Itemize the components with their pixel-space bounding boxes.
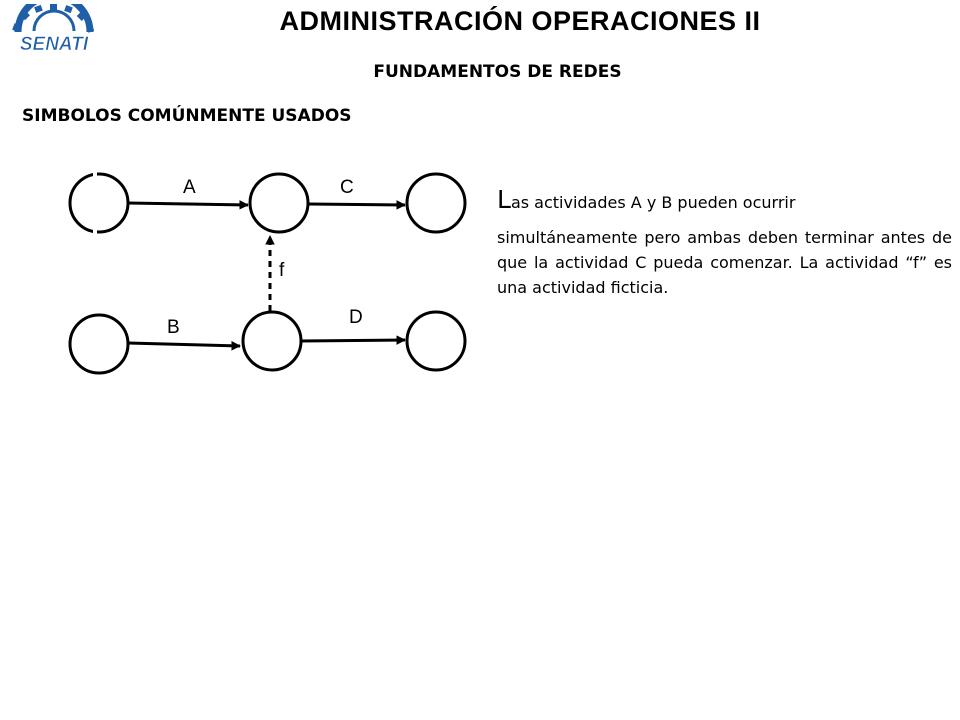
activity-label-f: f <box>279 260 285 281</box>
node-5 <box>243 312 301 370</box>
activity-label-b: B <box>167 317 180 338</box>
description-first-line <box>497 187 952 215</box>
activity-arrow-a <box>128 203 248 205</box>
node-4 <box>70 315 128 373</box>
activity-arrow-b <box>128 343 240 346</box>
description-first-text: as actividades A y B pueden ocurrir <box>510 193 796 212</box>
drop-cap: L <box>497 185 511 214</box>
node-6 <box>407 312 465 370</box>
description-text <box>497 187 952 300</box>
activity-arrow-c <box>308 204 405 205</box>
activity-label-c: C <box>340 177 354 198</box>
node-3 <box>407 174 465 232</box>
logo-text: SENATI <box>19 34 89 54</box>
activity-label-d: D <box>349 307 363 328</box>
activity-label-a: A <box>183 177 196 198</box>
section-title: SIMBOLOS COMÚNMENTE USADOS <box>22 106 352 126</box>
node-1 <box>70 174 128 232</box>
page-subtitle: FUNDAMENTOS DE REDES <box>373 62 622 82</box>
activity-arrow-d <box>301 340 405 341</box>
node-2 <box>250 174 308 232</box>
page-title: ADMINISTRACIÓN OPERACIONES II <box>279 6 761 36</box>
description-body: simultáneamente pero ambas deben terminar antes de que la actividad C pueda comenzar. La actividad “f” es una actividad ficticia. <box>497 228 952 297</box>
